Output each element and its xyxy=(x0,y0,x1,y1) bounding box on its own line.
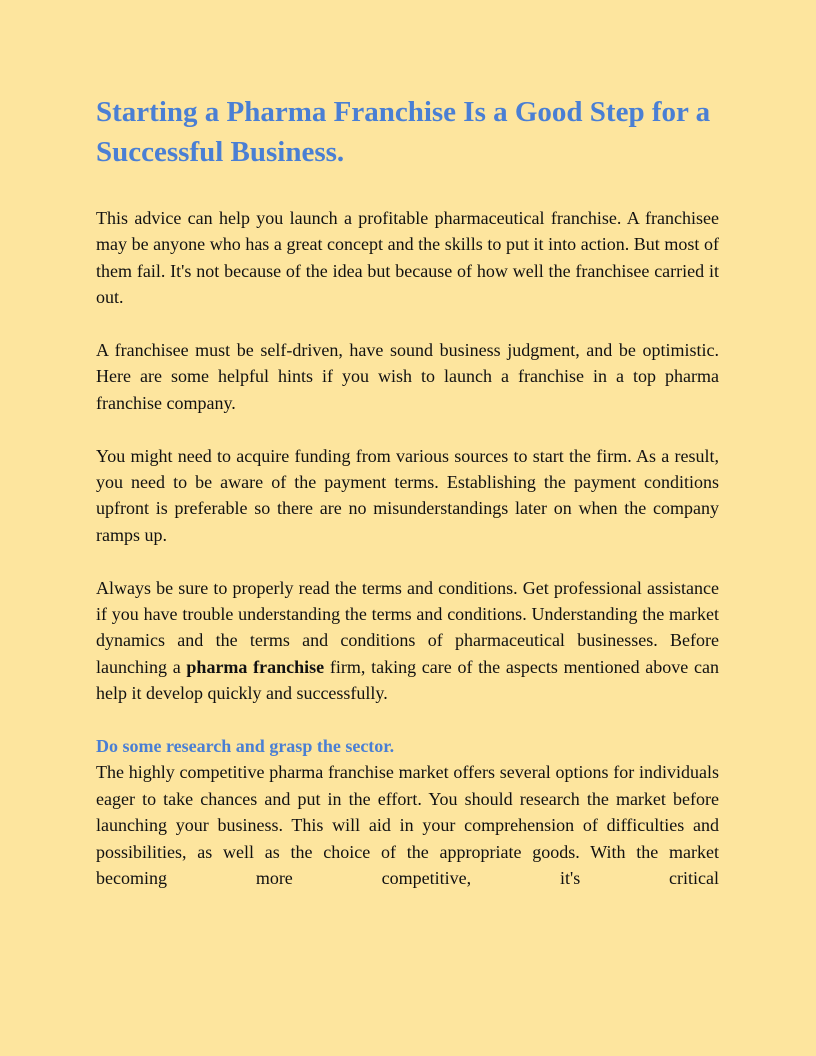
document-page xyxy=(96,92,719,892)
section-subheading: Do some research and grasp the sector. xyxy=(96,736,395,757)
spacer xyxy=(96,311,719,337)
spacer xyxy=(96,548,719,574)
paragraph-5: The highly competitive pharma franchise market offers several options for individuals eager to take chances and put in the effort. You should research the market before launching your business. This will aid in your comprehension of difficulties and possibilities, as well as the choice of the appropriate goods. With the market becoming more competitive, it's critical xyxy=(96,762,719,889)
bold-keyword: pharma franchise xyxy=(186,656,325,677)
spacer xyxy=(96,416,719,442)
paragraph-1: This advice can help you launch a profitable pharmaceutical franchise. A franchisee may be anyone who has a great concept and the skills to put it into action. But most of them fail. It's not because of the idea but because of how well the franchisee carried it out. xyxy=(96,208,719,308)
document-title: Starting a Pharma Franchise Is a Good Step for a Successful Business. xyxy=(96,96,711,168)
paragraph-4 xyxy=(96,575,719,707)
paragraph-2: A franchisee must be self-driven, have sound business judgment, and be optimistic. Here are some helpful hints if you wish to launch a franchise in a top pharma franchise company. xyxy=(96,340,719,413)
spacer xyxy=(96,172,719,205)
paragraph-4-text-start: Always be sure to properly read the terms and conditions. Get professional assistance if you have trouble understanding the terms and conditions. Understanding the market dynamics and the terms and conditions of pharmaceutical businesses. Before launching a xyxy=(96,577,719,677)
spacer xyxy=(96,707,719,733)
paragraph-3: You might need to acquire funding from various sources to start the firm. As a result, you need to be aware of the payment terms. Establishing the payment conditions upfront is preferable so there are no misunderstandings later on when the company ramps up. xyxy=(96,445,719,545)
paragraph-4-text-end: firm, taking care of the aspects mentioned above can help it develop quickly and successfully. xyxy=(96,656,719,704)
